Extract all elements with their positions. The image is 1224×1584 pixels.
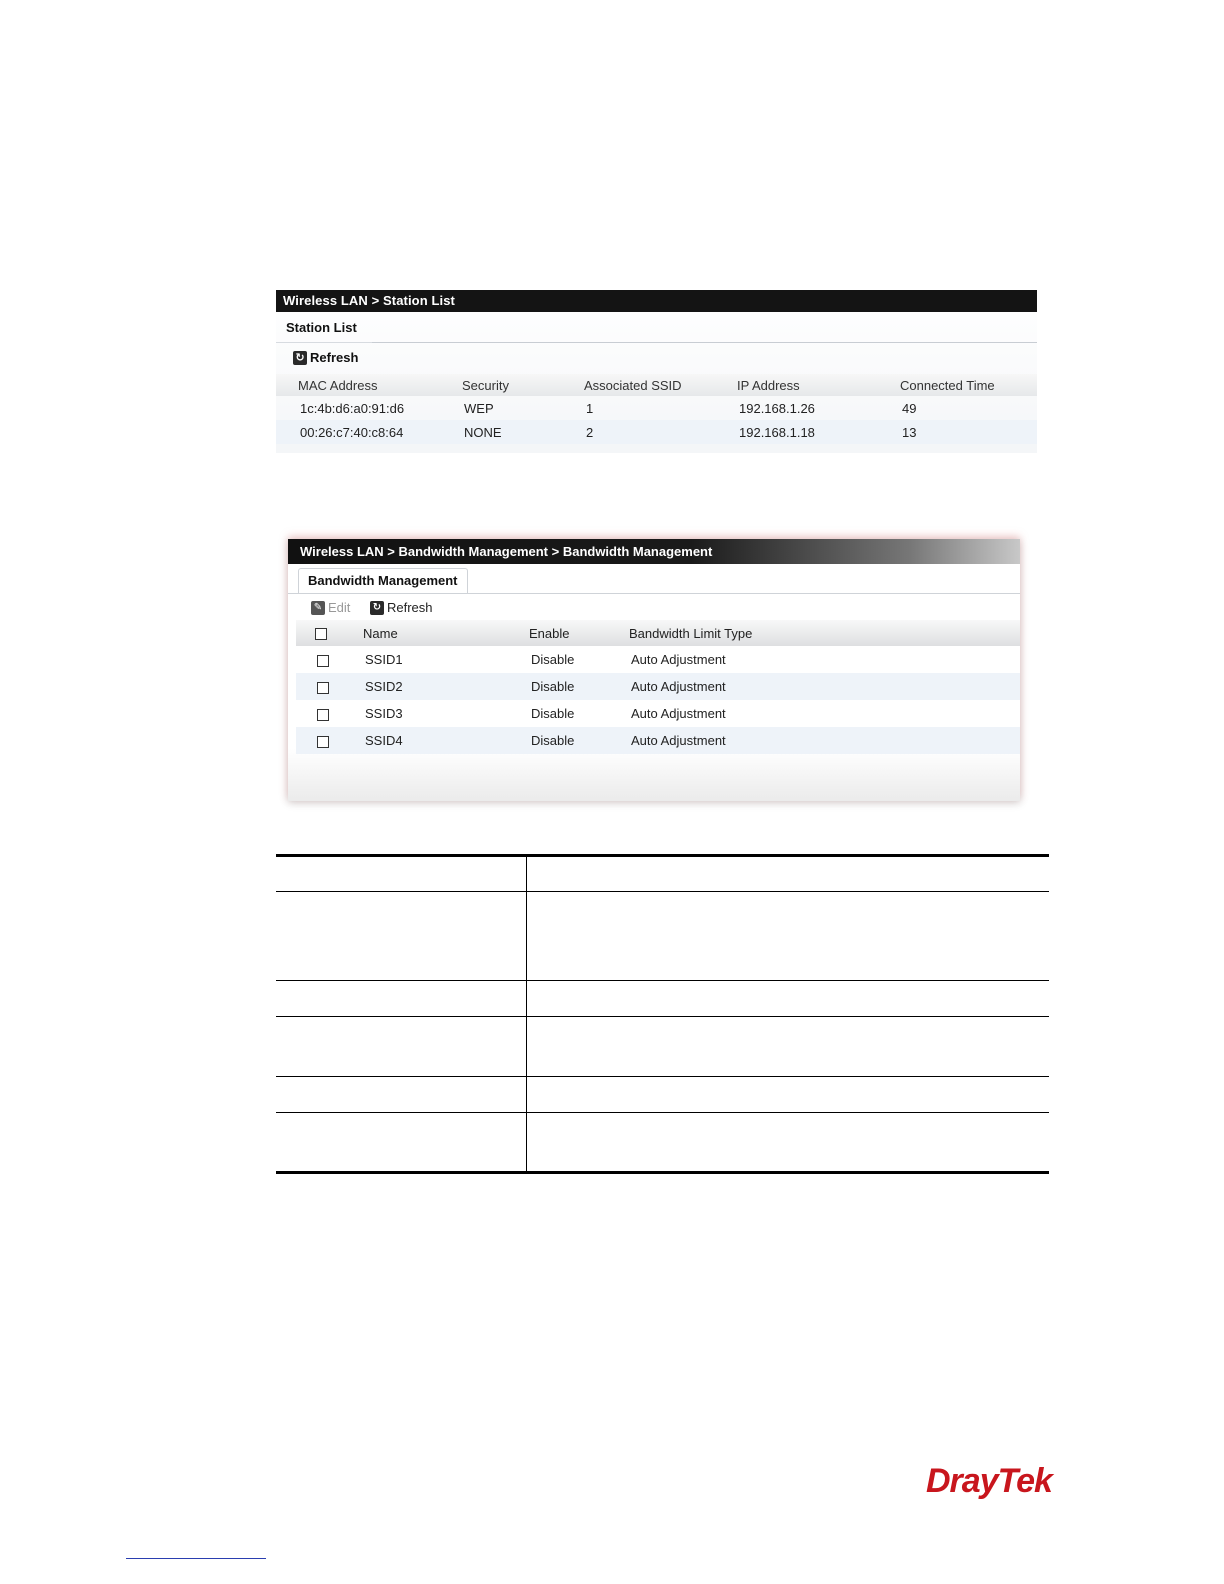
mac-cell: 00:26:c7:40:c8:64 <box>276 420 462 444</box>
type-cell: Auto Adjustment <box>629 727 1020 754</box>
item-cell <box>276 1077 527 1113</box>
select-all-checkbox[interactable] <box>315 628 327 640</box>
table-row[interactable] <box>276 396 1037 420</box>
table-row[interactable] <box>296 673 1020 700</box>
ip-cell: 192.168.1.26 <box>739 400 815 416</box>
description-table <box>276 854 1049 1174</box>
station-refresh-button[interactable] <box>293 350 358 365</box>
type-cell: Auto Adjustment <box>631 706 726 721</box>
col-name[interactable]: Name <box>363 620 529 646</box>
edit-button[interactable] <box>311 600 350 615</box>
footer-link-underline <box>126 1558 266 1559</box>
station-list-panel <box>276 290 1037 453</box>
table-row[interactable] <box>296 727 1020 754</box>
table-row <box>276 892 1049 981</box>
name-cell: SSID2 <box>363 673 529 700</box>
col-mac-address[interactable]: MAC Address <box>276 374 462 396</box>
bandwidth-management-panel <box>288 539 1020 801</box>
row-checkbox-cell <box>296 646 363 673</box>
name-cell: SSID1 <box>365 652 403 667</box>
edit-label: Edit <box>328 600 351 615</box>
row-checkbox[interactable] <box>317 655 329 667</box>
description-cell <box>527 981 1050 1017</box>
table-header-row <box>296 620 1020 646</box>
mac-cell: 1c:4b:d6:a0:91:d6 <box>300 400 405 416</box>
col-ip-address[interactable]: IP Address <box>737 374 900 396</box>
time-cell: 49 <box>902 400 917 416</box>
item-cell <box>276 1017 527 1077</box>
bandwidth-breadcrumb: Wireless LAN > Bandwidth Management > Bandwidth Management <box>288 539 1020 564</box>
row-checkbox[interactable] <box>317 682 329 694</box>
table-row[interactable] <box>296 700 1020 727</box>
enable-cell: Disable <box>531 706 575 721</box>
type-cell: Auto Adjustment <box>629 673 1020 700</box>
refresh-icon: ↻ <box>370 601 384 615</box>
enable-cell: Disable <box>531 652 575 667</box>
station-table <box>276 374 1037 444</box>
time-cell: 13 <box>900 420 1037 444</box>
draytek-logo: DrayTek <box>926 1462 1052 1500</box>
col-connected-time[interactable]: Connected Time <box>900 374 1037 396</box>
description-cell <box>527 1113 1050 1173</box>
table-row <box>276 1077 1049 1113</box>
row-checkbox[interactable] <box>317 736 329 748</box>
ip-cell: 192.168.1.18 <box>737 420 900 444</box>
row-checkbox[interactable] <box>317 709 329 721</box>
name-cell: SSID3 <box>365 706 403 721</box>
item-cell <box>276 981 527 1017</box>
col-enable[interactable]: Enable <box>529 620 629 646</box>
table-row <box>276 981 1049 1017</box>
security-cell: NONE <box>462 420 584 444</box>
description-cell <box>527 856 1050 892</box>
row-checkbox-cell <box>296 673 363 700</box>
edit-icon: ✎ <box>311 601 325 615</box>
description-cell <box>527 892 1050 981</box>
col-associated-ssid[interactable]: Associated SSID <box>584 374 737 396</box>
table-row <box>276 1113 1049 1173</box>
description-cell <box>527 1017 1050 1077</box>
ssid-cell: 2 <box>584 420 737 444</box>
bandwidth-toolbar <box>288 594 1020 620</box>
tab-bandwidth-management[interactable]: Bandwidth Management <box>298 568 468 593</box>
bandwidth-refresh-label: Refresh <box>387 600 433 615</box>
enable-cell: Disable <box>529 673 629 700</box>
type-cell: Auto Adjustment <box>631 652 726 667</box>
col-security[interactable]: Security <box>462 374 584 396</box>
bandwidth-refresh-button[interactable] <box>370 600 433 615</box>
bandwidth-tab-row <box>288 564 1020 594</box>
bandwidth-table <box>296 620 1020 754</box>
row-checkbox-cell <box>296 700 363 727</box>
table-row[interactable] <box>296 646 1020 673</box>
refresh-icon: ↻ <box>293 351 307 365</box>
table-row <box>276 1017 1049 1077</box>
table-row <box>276 856 1049 892</box>
name-cell: SSID4 <box>363 727 529 754</box>
table-row[interactable] <box>276 420 1037 444</box>
tab-station-list[interactable]: Station List <box>286 320 357 335</box>
station-refresh-label: Refresh <box>310 350 359 365</box>
col-bandwidth-limit-type[interactable]: Bandwidth Limit Type <box>629 620 1020 646</box>
station-list-tab-row <box>276 312 1037 343</box>
description-cell <box>527 1077 1050 1113</box>
station-list-toolbar <box>276 343 1037 369</box>
item-cell <box>276 1113 527 1173</box>
table-header-row <box>276 374 1037 396</box>
ssid-cell: 1 <box>586 400 594 416</box>
row-checkbox-cell <box>296 727 363 754</box>
item-cell <box>276 856 527 892</box>
enable-cell: Disable <box>529 727 629 754</box>
station-list-breadcrumb: Wireless LAN > Station List <box>276 290 1037 312</box>
security-cell: WEP <box>464 400 494 416</box>
select-all-cell <box>296 620 363 646</box>
item-cell <box>276 892 527 981</box>
